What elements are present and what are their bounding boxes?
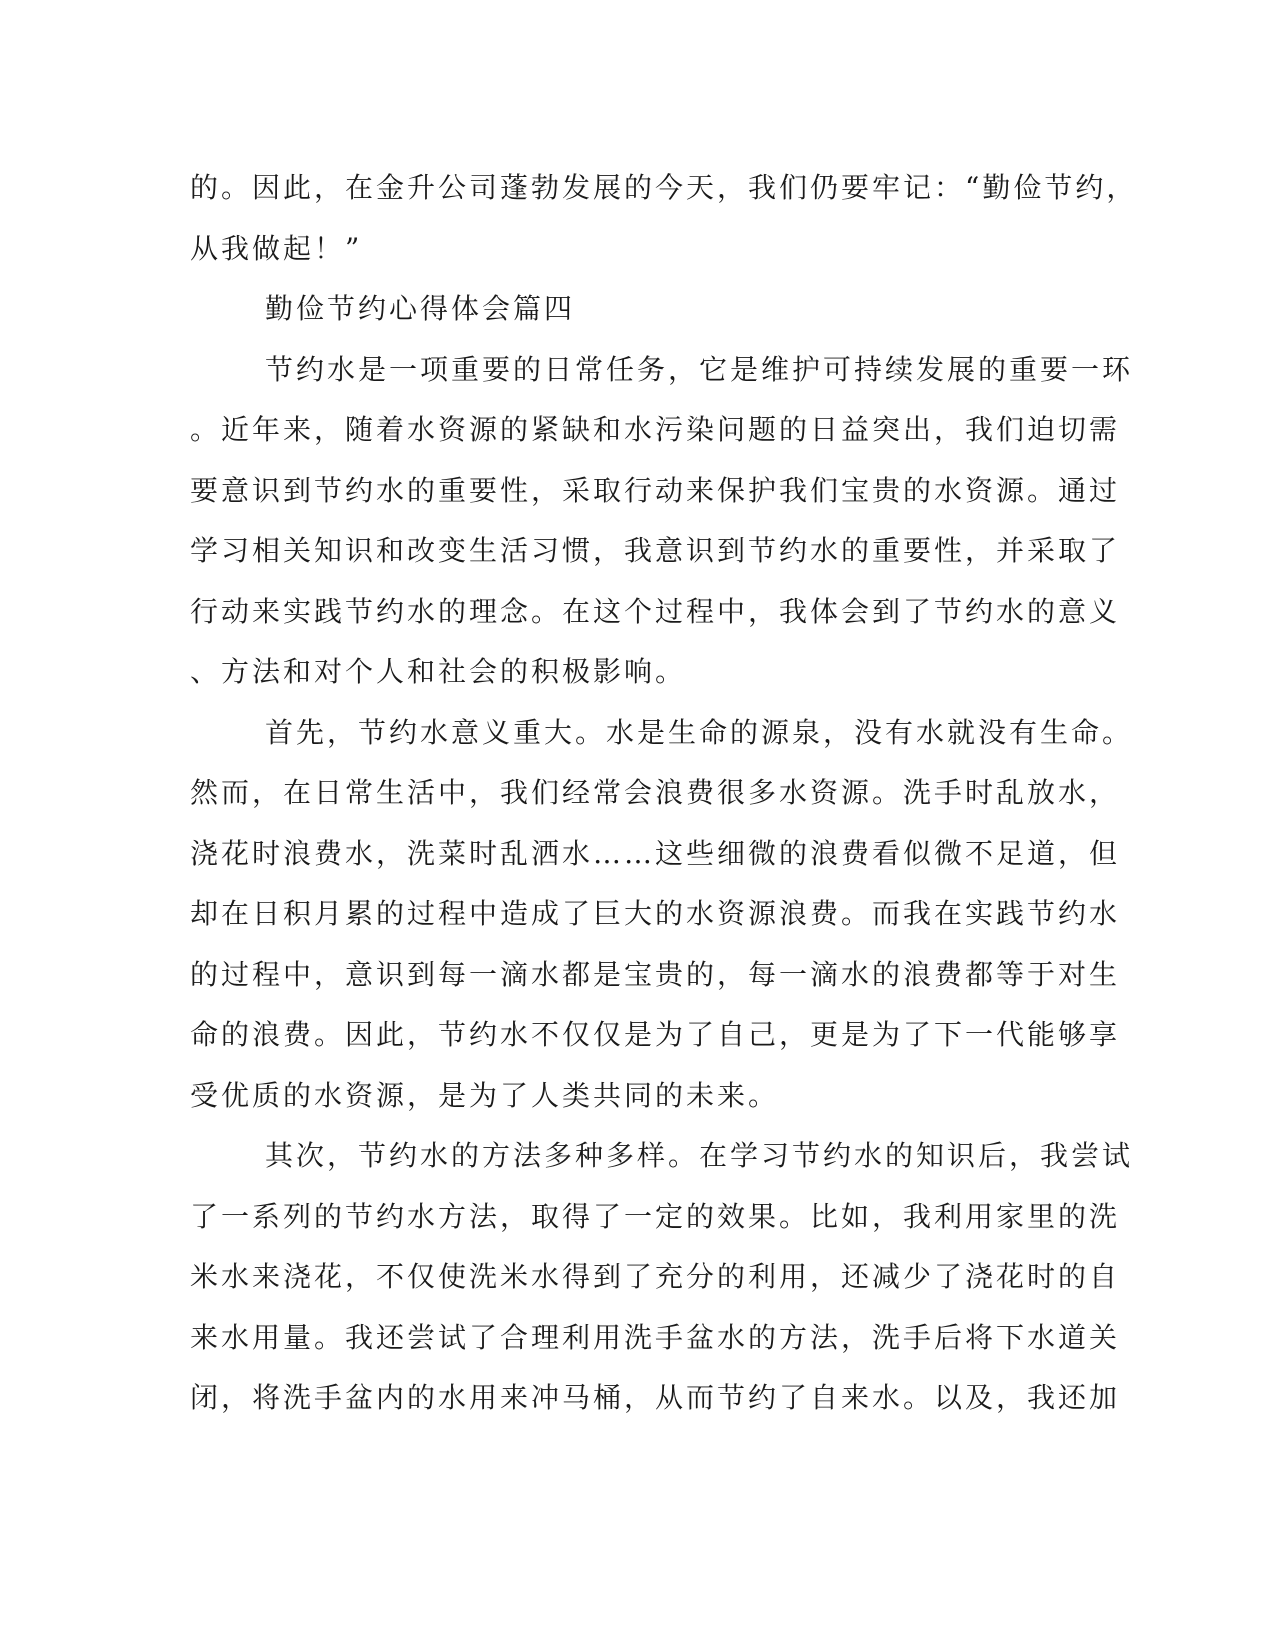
paragraph-start: 首先，节约水意义重大。水是生命的源泉，没有水就没有生命。	[265, 715, 1134, 749]
text-line: 闭，将洗手盆内的水用来冲马桶，从而节约了自来水。以及，我还加	[190, 1381, 1121, 1414]
text-line: 行动来实践节约水的理念。在这个过程中，我体会到了节约水的意义	[190, 594, 1121, 628]
paragraph-start: 节约水是一项重要的日常任务，它是维护可持续发展的重要一环	[265, 352, 1134, 386]
text-line: 来水用量。我还尝试了合理利用洗手盆水的方法，洗手后将下水道关	[190, 1320, 1121, 1354]
paragraph-start: 其次，节约水的方法多种多样。在学习节约水的知识后，我尝试	[265, 1139, 1134, 1172]
text-line: 要意识到节约水的重要性，采取行动来保护我们宝贵的水资源。通过	[190, 473, 1121, 507]
text-line: 的过程中，意识到每一滴水都是宝贵的，每一滴水的浪费都等于对生	[190, 957, 1121, 991]
text-line: 的。因此，在金升公司蓬勃发展的今天，我们仍要牢记：“勤俭节约，	[190, 171, 1138, 204]
text-line: 浇花时浪费水，洗菜时乱洒水……这些细微的浪费看似微不足道，但	[190, 836, 1121, 870]
text-line: 命的浪费。因此，节约水不仅仅是为了自己，更是为了下一代能够享	[190, 1018, 1121, 1051]
text-line: 米水来浇花，不仅使洗米水得到了充分的利用，还减少了浇花时的自	[190, 1260, 1121, 1293]
text-line: 却在日积月累的过程中造成了巨大的水资源浪费。而我在实践节约水	[190, 897, 1121, 930]
text-line: 然而，在日常生活中，我们经常会浪费很多水资源。洗手时乱放水，	[190, 776, 1121, 809]
text-line: 从我做起！”	[190, 231, 363, 265]
text-line: 学习相关知识和改变生活习惯，我意识到节约水的重要性，并采取了	[190, 534, 1121, 567]
text-line: 。近年来，随着水资源的紧缺和水污染问题的日益突出，我们迫切需	[190, 413, 1121, 446]
section-heading: 勤俭节约心得体会篇四	[265, 292, 576, 325]
text-line: 了一系列的节约水方法，取得了一定的效果。比如，我利用家里的洗	[190, 1199, 1121, 1233]
text-line: 、方法和对个人和社会的积极影响。	[190, 655, 687, 688]
body-text	[190, 158, 1138, 1429]
text-line: 受优质的水资源，是为了人类共同的未来。	[190, 1078, 780, 1112]
